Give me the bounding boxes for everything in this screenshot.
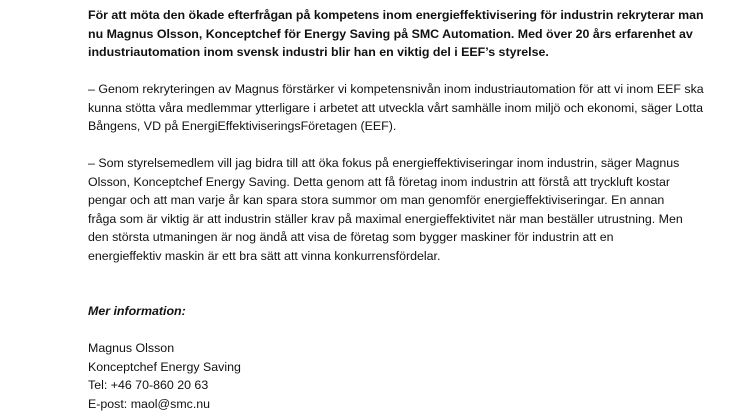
intro-paragraph: För att möta den ökade efterfrågan på kompetens inom energieffektivisering för industrin rekryterar man nu Magnus Olsson, Konceptchef för Energy Saving på SMC Automation. Med över 20 års erfarenhet av industriautomation inom svensk industri blir han en viktig del i EEF’s styrelse. [88,8,704,59]
document-page [88,6,708,413]
quote-paragraph-ceo: – Genom rekryteringen av Magnus förstärker vi kompetensnivån inom industriautomation för att vi inom EEF ska kunna stötta våra medlemmar ytterligare i arbetet att utveckla vårt samhälle inom miljö och ekonomi, säger Lotta Bångens, VD på EnergiEffektiviseringsFöretagen (EEF). [88,82,704,133]
quote-paragraph-board-member: – Som styrelsemedlem vill jag bidra till att öka fokus på energieffektiviseringar inom industrin, säger Magnus Olsson, Konceptchef Energy Saving. Detta genom att få företag inom industrin att förstå att tryckluft kostar pengar och att man varje år kan spara stora summor om man genomför energieffektiviseringar. En annan fråga som är viktig är att industrin ställer krav på maximal energieffektivitet när man beställer utrustning. Men den största utmaningen är nog ändå att visa de företag som bygger maskiner för industrin att en energieffektiv maskin är ett bra sätt att vinna konkurrensfördelar. [88,156,683,263]
contact-name: Magnus Olsson [88,341,175,355]
spacer [88,62,708,81]
spacer [88,136,708,155]
contact-email: E-post: maol@smc.nu [88,396,211,411]
more-info-heading: Mer information: [88,304,186,318]
spacer [88,265,708,302]
spacer [88,321,708,340]
contact-phone: Tel: +46 70-860 20 63 [88,378,209,392]
contact-title: Konceptchef Energy Saving [88,359,241,374]
